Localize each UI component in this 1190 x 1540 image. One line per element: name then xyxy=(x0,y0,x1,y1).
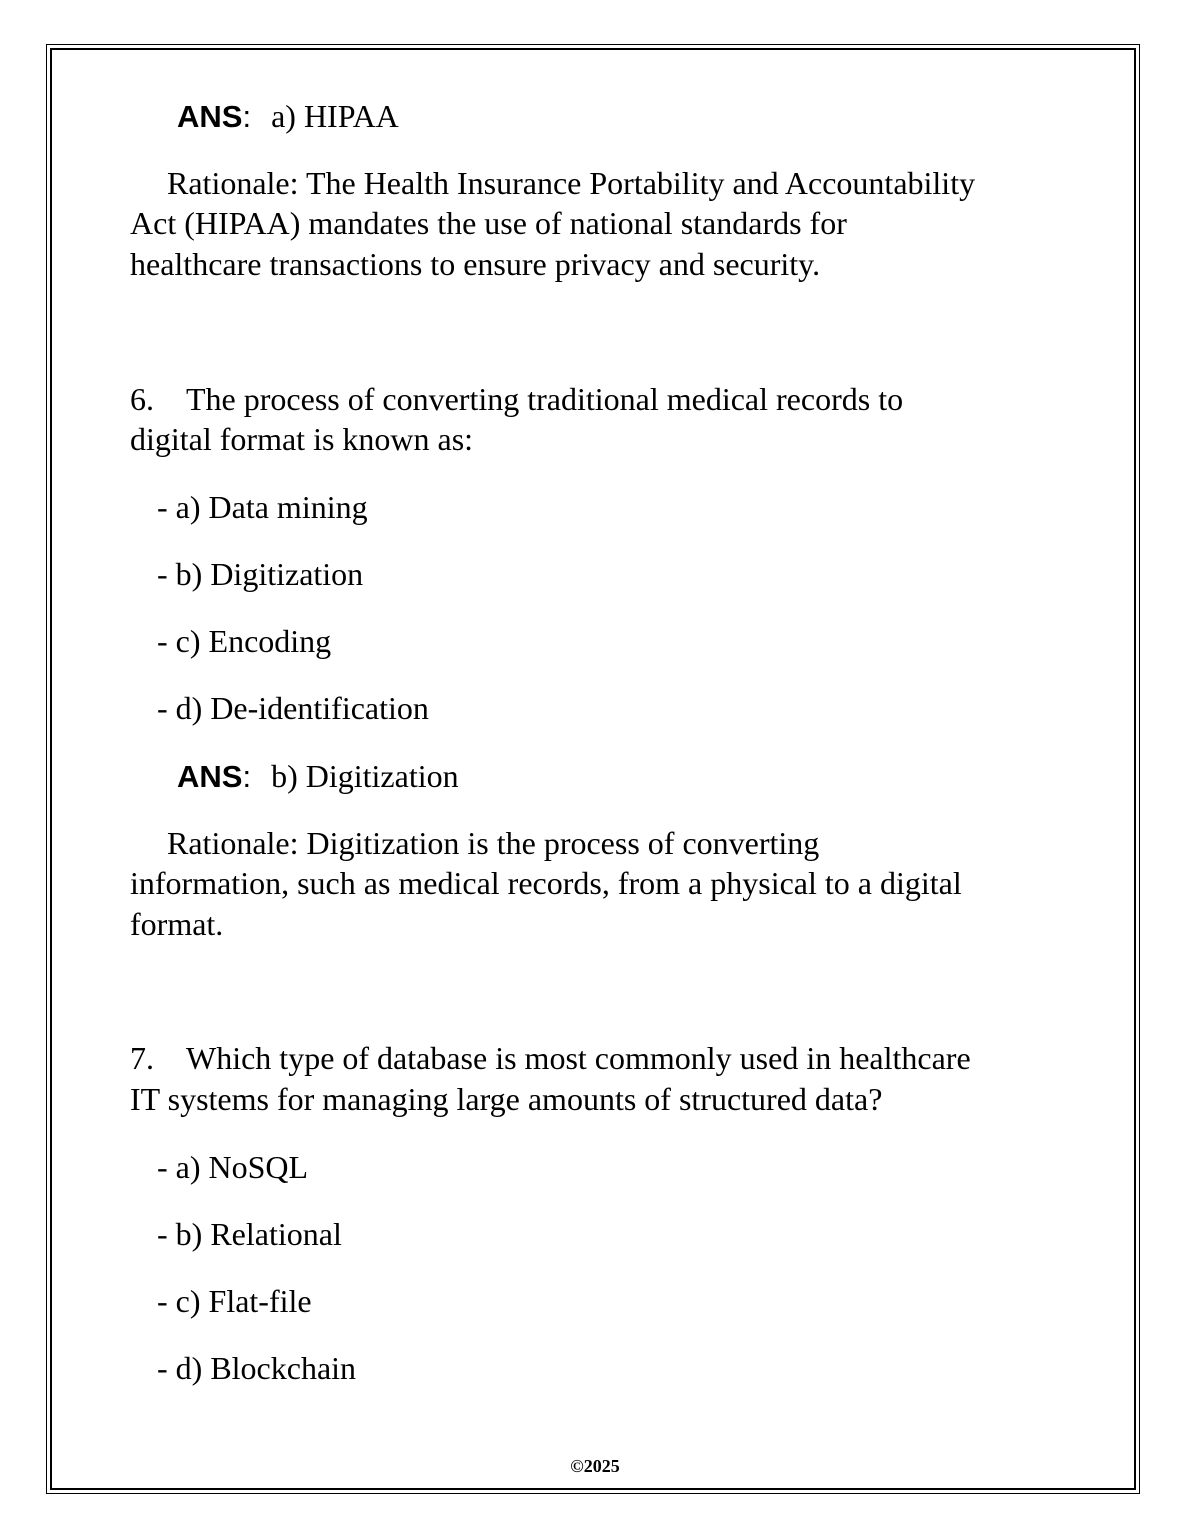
question-7-option-b: - b) Relational xyxy=(157,1216,342,1252)
question-6-text-1: The process of converting traditional medical records to xyxy=(186,381,904,417)
question-6-line-2: digital format is known as: xyxy=(130,421,474,457)
question-6-option-d: - d) De-identification xyxy=(157,690,429,726)
question-6-answer xyxy=(177,756,459,797)
question-7-option-c: - c) Flat-file xyxy=(157,1283,312,1319)
rationale-prev-line-2: Act (HIPAA) mandates the use of national standards for xyxy=(130,205,847,241)
answer-label: ANS xyxy=(177,759,243,794)
question-6-line-1 xyxy=(130,379,903,420)
copyright-footer: ©2025 xyxy=(570,1456,620,1476)
question-7-line-2: IT systems for managing large amounts of structured data? xyxy=(130,1081,883,1117)
question-6-number: 6. xyxy=(130,381,154,417)
question-6-rationale-line-1: Rationale: Digitization is the process of converting xyxy=(167,825,820,861)
rationale-prev-line-1: Rationale: The Health Insurance Portability and Accountability xyxy=(167,165,976,201)
answer-value: a) HIPAA xyxy=(271,98,399,134)
answer-colon: : xyxy=(242,759,252,794)
question-6-rationale-line-3: format. xyxy=(130,906,224,942)
question-7-option-d: - d) Blockchain xyxy=(157,1350,357,1386)
answer-label: ANS xyxy=(177,99,243,134)
question-6-rationale-line-2: information, such as medical records, from a physical to a digital xyxy=(130,865,962,901)
question-6-option-a: - a) Data mining xyxy=(157,489,368,525)
answer-prev xyxy=(177,96,399,137)
answer-value: b) Digitization xyxy=(271,758,459,794)
question-7-option-a: - a) NoSQL xyxy=(157,1149,309,1185)
question-7-number: 7. xyxy=(130,1040,154,1076)
question-7-text-1: Which type of database is most commonly used in healthcare xyxy=(186,1040,971,1076)
question-6-option-b: - b) Digitization xyxy=(157,556,364,592)
question-6-option-c: - c) Encoding xyxy=(157,623,332,659)
question-7-line-1 xyxy=(130,1038,971,1079)
rationale-prev-line-3: healthcare transactions to ensure privacy and security. xyxy=(130,246,821,282)
answer-colon: : xyxy=(242,99,252,134)
